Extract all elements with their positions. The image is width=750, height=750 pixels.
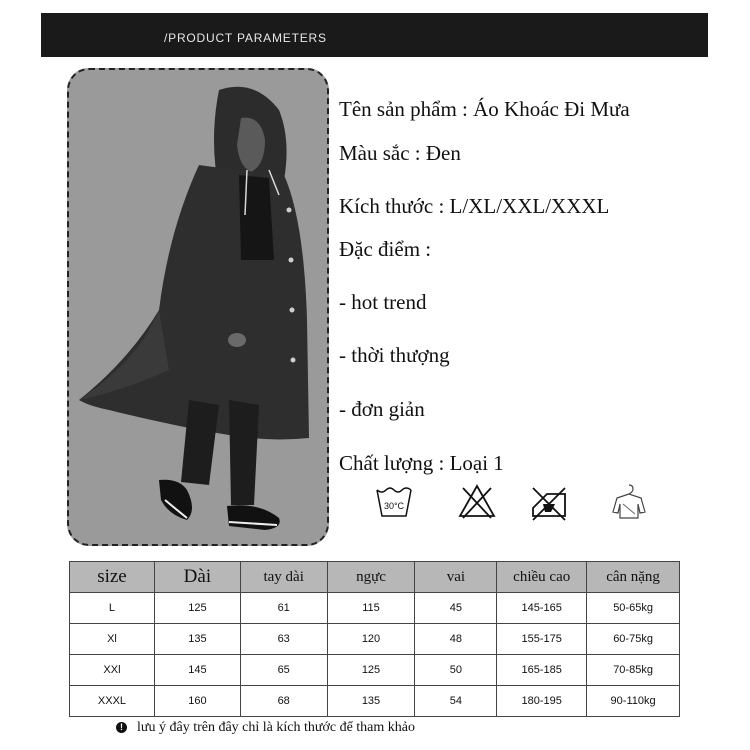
no-tumble-dry-icon [529,482,569,522]
table-cell: 50-65kg [587,593,680,624]
product-size: Kích thước : L/XL/XXL/XXXL [339,194,610,218]
hang-dry-icon [609,482,649,522]
header-title: /PRODUCT PARAMETERS [164,31,327,45]
table-cell: 48 [415,624,497,655]
size-table [69,561,680,717]
table-row [70,593,680,624]
column-header: ngực [327,562,415,593]
table-cell: 60-75kg [587,624,680,655]
table-cell: 45 [415,593,497,624]
table-cell: L [70,593,155,624]
column-header: Dài [154,562,240,593]
table-cell: Xl [70,624,155,655]
table-cell: 120 [327,624,415,655]
features-heading: Đặc điểm : [339,237,432,261]
table-cell: 125 [154,593,240,624]
table-cell: 135 [327,686,415,717]
product-photo [67,68,329,546]
table-cell: 63 [240,624,327,655]
info-icon: ! [116,722,127,733]
table-row [70,624,680,655]
feature-item: - đơn giản [339,397,425,421]
column-header: chiều cao [497,562,587,593]
table-header-row [70,562,680,593]
table-cell: 145 [154,655,240,686]
table-cell: 70-85kg [587,655,680,686]
table-cell: 165-185 [497,655,587,686]
column-header: tay dài [240,562,327,593]
feature-item: - hot trend [339,290,427,314]
table-cell: 180-195 [497,686,587,717]
table-row [70,655,680,686]
product-name: Tên sản phẩm : Áo Khoác Đi Mưa [339,97,630,121]
table-cell: 65 [240,655,327,686]
table-cell: 160 [154,686,240,717]
column-header: vai [415,562,497,593]
table-cell: 54 [415,686,497,717]
note-text: lưu ý đây trên đây chỉ là kích thước để tham khảo [137,720,415,735]
no-bleach-icon [457,482,497,522]
table-cell: 155-175 [497,624,587,655]
table-cell: 61 [240,593,327,624]
wash-temperature-label: 30°C [383,501,405,511]
wash-30-icon [374,482,414,522]
table-cell: XXl [70,655,155,686]
table-row [70,686,680,717]
column-header: cân nặng [587,562,680,593]
table-cell: XXXL [70,686,155,717]
header-bar [41,13,708,57]
table-cell: 145-165 [497,593,587,624]
product-quality: Chất lượng : Loại 1 [339,451,504,475]
table-cell: 135 [154,624,240,655]
raincoat-model-illustration [69,70,327,544]
column-header: size [70,562,155,593]
feature-item: - thời thượng [339,343,450,367]
size-disclaimer-note [116,720,415,736]
product-color: Màu sắc : Đen [339,141,461,165]
table-cell: 90-110kg [587,686,680,717]
table-cell: 115 [327,593,415,624]
table-cell: 68 [240,686,327,717]
table-cell: 125 [327,655,415,686]
table-cell: 50 [415,655,497,686]
